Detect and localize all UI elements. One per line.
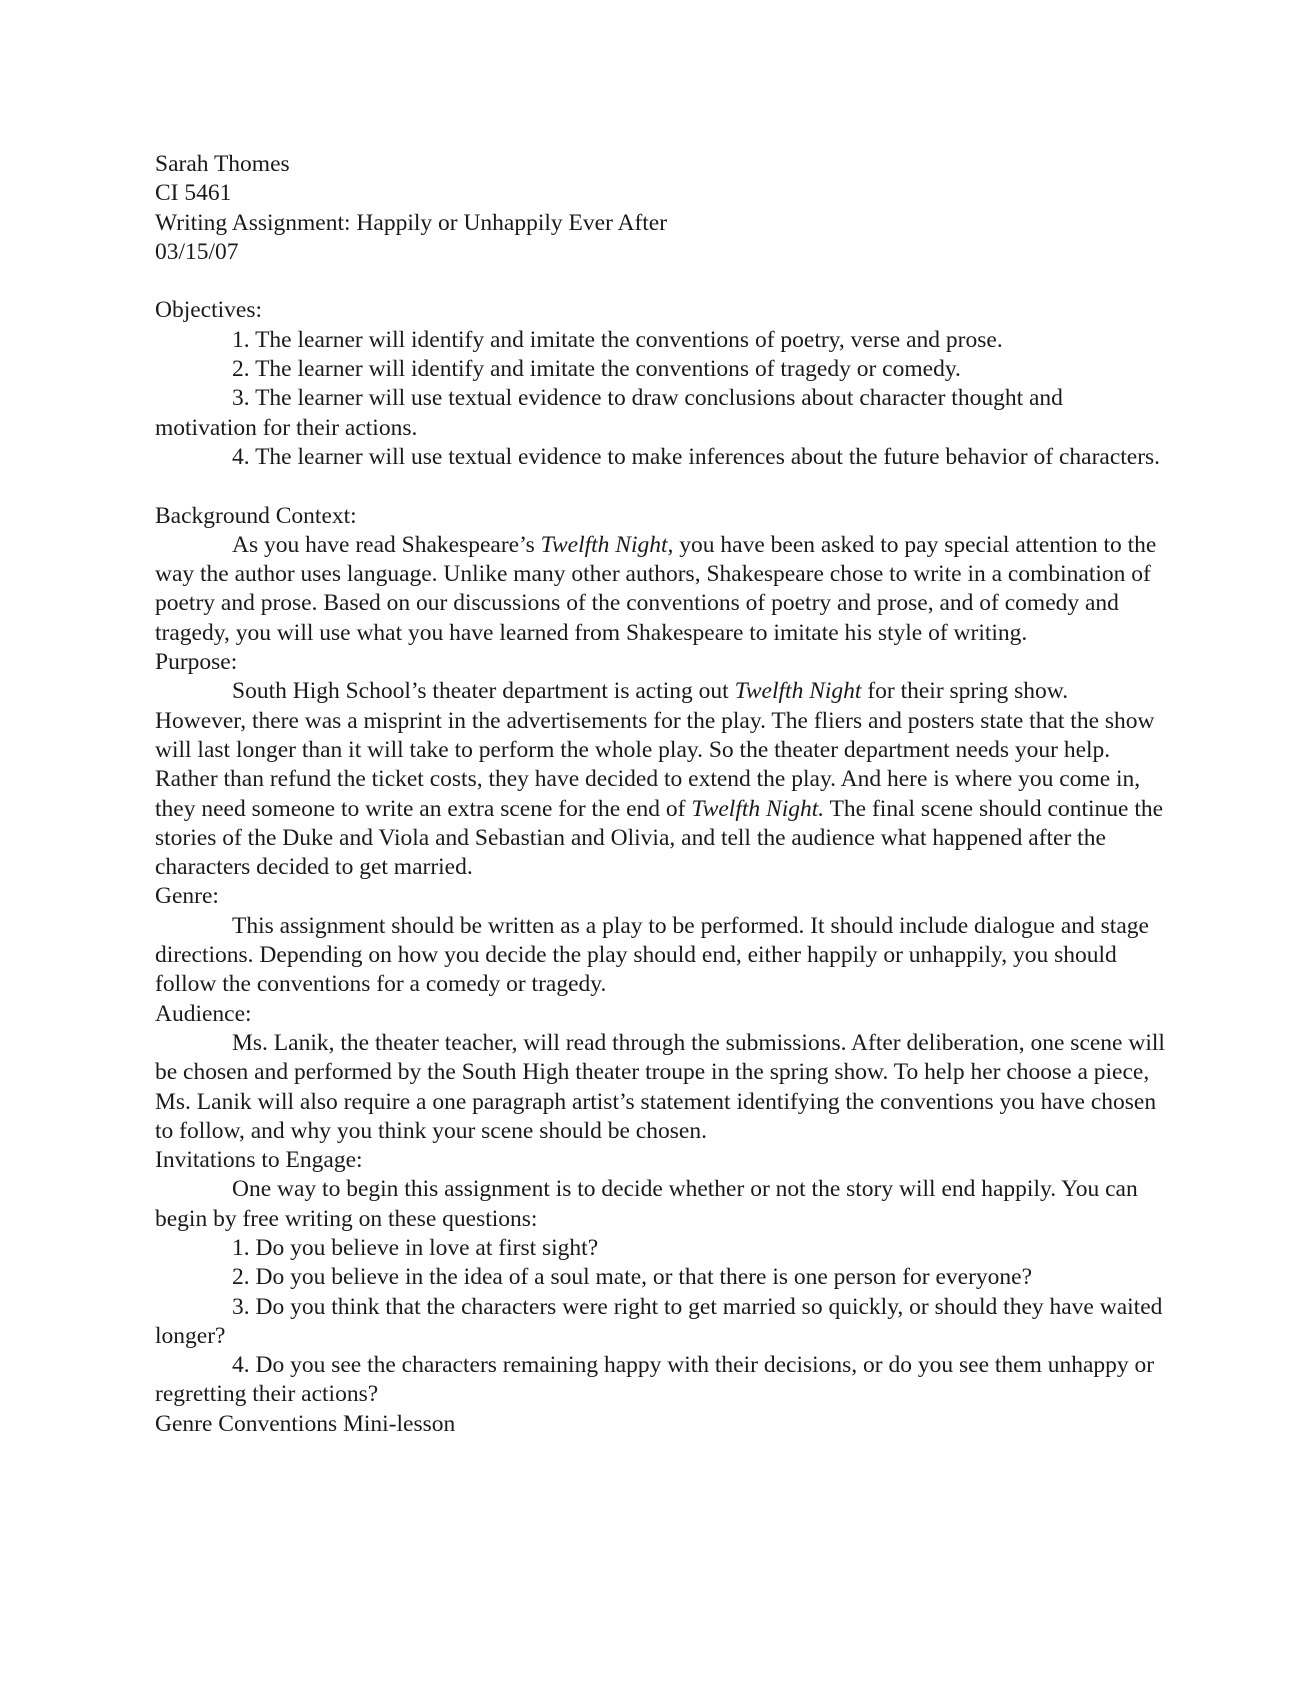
audience-heading: Audience: bbox=[155, 1000, 252, 1027]
objective-item-3: 3. The learner will use textual evidence to draw conclusions about character thought and motivation for their actions. bbox=[155, 385, 1063, 441]
objective-item-1: 1. The learner will identify and imitate the conventions of poetry, verse and prose. bbox=[232, 326, 1003, 353]
background-paragraph bbox=[155, 531, 1165, 648]
assignment-date: 03/15/07 bbox=[155, 238, 239, 265]
invitations-heading: Invitations to Engage: bbox=[155, 1147, 363, 1174]
background-heading: Background Context: bbox=[155, 502, 357, 529]
question-item-4: 4. Do you see the characters remaining happy with their decisions, or do you see them unhappy or regretting their actions? bbox=[155, 1352, 1155, 1408]
play-title: Twelfth Night. bbox=[691, 795, 825, 822]
objectives-heading: Objectives: bbox=[155, 297, 263, 324]
author-name: Sarah Thomes bbox=[155, 151, 290, 177]
purpose-text-2: for their spring show. However, there was a misprint in the advertisements for the play. The fliers and posters state that the show will last longer than it will take to perform the whole play. So the theater department needs your help. Rather than refund the ticket costs, they have decided to extend the play. And here is where you come in, they need someone to write an extra scene for the end of bbox=[155, 678, 1155, 822]
audience-paragraph: Ms. Lanik, the theater teacher, will read through the submissions. After deliberation, one scene will be chosen and performed by the South High theater troupe in the spring show. To help her choose a piece, Ms. Lanik will also require a one paragraph artist’s statement identifying the conventions you have chosen to follow, and why you think your scene should be chosen. bbox=[155, 1029, 1165, 1144]
purpose-paragraph bbox=[155, 677, 1165, 882]
question-item-3: 3. Do you think that the characters were right to get married so quickly, or should they have waited longer? bbox=[155, 1293, 1163, 1349]
background-text-1: As you have read Shakespeare’s bbox=[232, 531, 541, 558]
document-page bbox=[155, 150, 1165, 1439]
purpose-heading: Purpose: bbox=[155, 649, 238, 676]
invitations-intro: One way to begin this assignment is to decide whether or not the story will end happily. You can begin by free writing on these questions: bbox=[155, 1176, 1138, 1232]
background-text-2: you have been asked to pay special attention to the way the author uses language. Unlike many other authors, Shakespeare chose to write in a combination of poetry and prose. Based on our discussions of the conventions of poetry and prose, and of comedy and tragedy, you will use what you have learned from Shakespeare to imitate his style of writing. bbox=[155, 531, 1157, 646]
objective-item-2: 2. The learner will identify and imitate the conventions of tragedy or comedy. bbox=[232, 356, 961, 383]
purpose-text-3: The final scene should continue the stories of the Duke and Viola and Sebastian and Olivia, and tell the audience what happened after the characters decided to get married. bbox=[155, 795, 1164, 881]
genre-heading: Genre: bbox=[155, 883, 219, 910]
spacer bbox=[155, 472, 1165, 501]
spacer bbox=[155, 267, 1165, 296]
objective-item-4: 4. The learner will use textual evidence to make inferences about the future behavior of characters. bbox=[232, 443, 1161, 470]
purpose-text-1: South High School’s theater department is acting out bbox=[232, 678, 735, 705]
play-title: Twelfth Night, bbox=[540, 531, 674, 558]
mini-lesson-heading: Genre Conventions Mini-lesson bbox=[155, 1410, 456, 1437]
course-number: CI 5461 bbox=[155, 180, 232, 207]
question-item-2: 2. Do you believe in the idea of a soul mate, or that there is one person for everyone? bbox=[232, 1264, 1033, 1291]
question-item-1: 1. Do you believe in love at first sight? bbox=[232, 1234, 599, 1261]
play-title: Twelfth Night bbox=[734, 678, 862, 705]
genre-paragraph: This assignment should be written as a play to be performed. It should include dialogue and stage directions. Depending on how you decide the play should end, either happily or unhappily, you should follow the conventions for a comedy or tragedy. bbox=[155, 912, 1149, 998]
assignment-title: Writing Assignment: Happily or Unhappily Ever After bbox=[155, 209, 668, 236]
